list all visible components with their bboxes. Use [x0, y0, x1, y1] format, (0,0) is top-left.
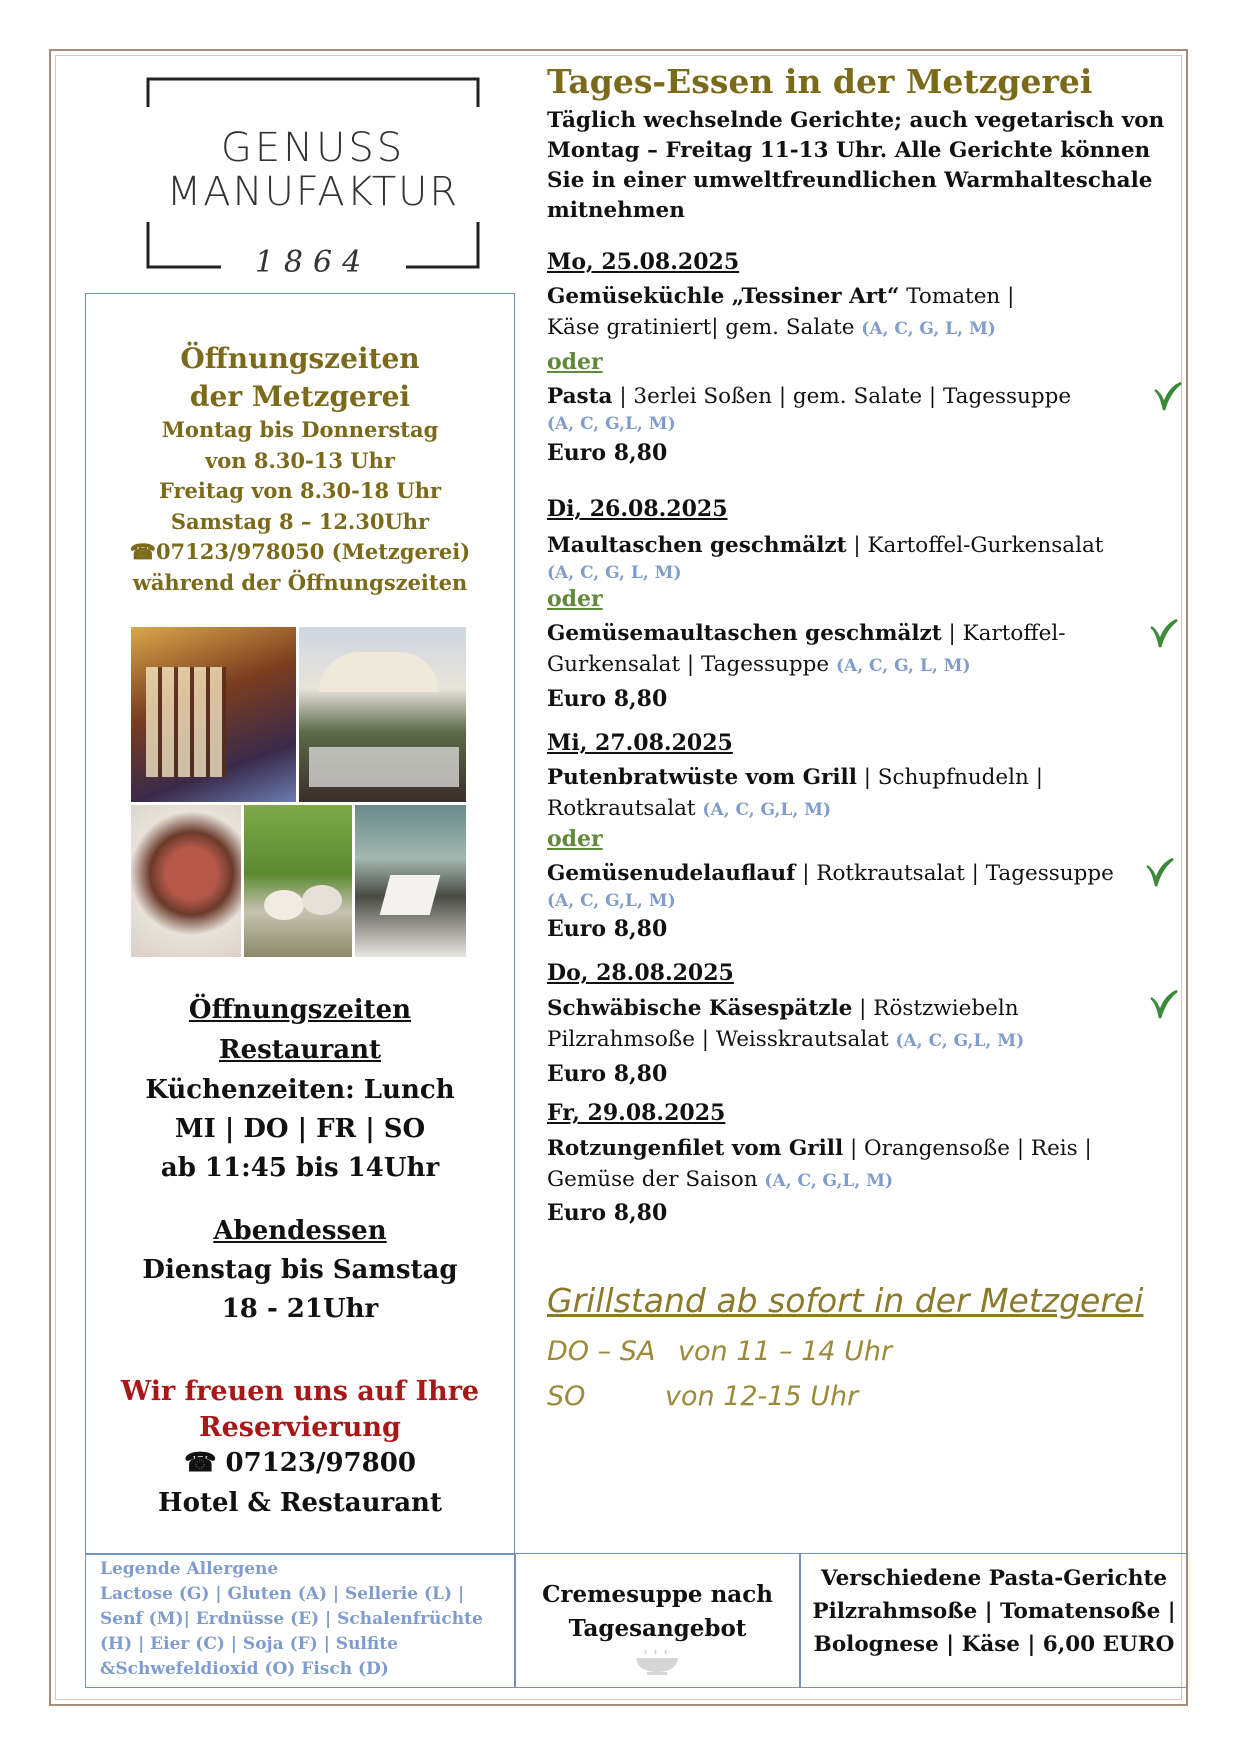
- grill-time-1: von 11 – 14 Uhr: [678, 1336, 893, 1367]
- dish-name: Rotzungenfilet vom Grill: [547, 1136, 844, 1161]
- price-do: Euro 8,80: [547, 1061, 668, 1087]
- dish-sides: | Röstzwiebeln Pilzrahmsoße | Weisskrautsalat: [547, 996, 1019, 1052]
- vegetarian-leaf-icon: [1141, 856, 1175, 890]
- hours-line: von 8.30-13 Uhr: [205, 447, 395, 473]
- allergen-legend-text: Lactose (G) | Gluten (A) | Sellerie (L) | Senf (M)| Erdnüsse (E) | Schalenfrüchte (H) | Eier (C) | Soja (F) | Sulfite &Schwefeldioxid (O) Fisch (D): [100, 1584, 483, 1679]
- dish-name: Pasta: [547, 384, 613, 409]
- butcher-hours: [85, 415, 515, 598]
- dish-di-2: [547, 618, 1067, 682]
- day-heading-do: Do, 28.08.2025: [547, 960, 734, 986]
- photo-terrace: [299, 627, 466, 802]
- allergen-codes: (A, C, G,L, M): [702, 800, 832, 820]
- allergen-codes: (A, C, G,L, M): [547, 891, 676, 911]
- dish-sides: | Schupfnudeln | Rotkrautsalat: [547, 765, 1043, 821]
- dish-sides: | Kartoffel-Gurkensalat: [846, 533, 1104, 558]
- hours-line: während der Öffnungszeiten: [132, 569, 468, 595]
- pasta-line2: Pilzrahmsoße | Tomatensoße |: [812, 1599, 1176, 1624]
- reservation-phone[interactable]: ☎ 07123/97800: [184, 1448, 416, 1478]
- dish-fr-1: [547, 1133, 1107, 1197]
- dish-name: Gemüseküchle „Tessiner Art“: [547, 284, 900, 309]
- dish-mi-2: [547, 858, 1127, 889]
- reservation-hotel: Hotel & Restaurant: [158, 1488, 442, 1518]
- hours-line: Samstag 8 – 12.30Uhr: [170, 508, 430, 534]
- dinner-title: Abendessen: [213, 1216, 387, 1246]
- vegetarian-leaf-icon: [1149, 380, 1183, 414]
- logo-line2: MANUFAKTUR: [166, 169, 460, 215]
- restaurant-title-line2: Restaurant: [218, 1035, 381, 1065]
- vegetarian-leaf-icon: [1145, 988, 1179, 1022]
- reservation-line1: Wir freuen uns auf Ihre: [120, 1376, 480, 1407]
- or-separator: oder: [547, 586, 603, 612]
- dinner-hours-line: 18 - 21Uhr: [221, 1294, 379, 1324]
- restaurant-hours-line: MI | DO | FR | SO: [174, 1114, 426, 1144]
- restaurant-hours-line: Küchenzeiten: Lunch: [145, 1075, 455, 1105]
- photo-collage: [131, 627, 466, 957]
- allergen-codes: (A, C, G, L, M): [835, 656, 971, 676]
- allergen-codes: (A, C, G,L, M): [895, 1031, 1025, 1051]
- or-separator: oder: [547, 349, 603, 375]
- grill-stand-title: Grillstand ab sofort in der Metzgerei: [547, 1281, 1144, 1320]
- soup-line2: Tagesangebot: [568, 1615, 747, 1642]
- dish-mi-1: [547, 762, 1067, 826]
- dish-sides: | Kartoffel-Gurkensalat | Tagessuppe: [547, 621, 1066, 677]
- reservation-line2: Reservierung: [199, 1412, 401, 1443]
- dish-do-1: [547, 993, 1067, 1057]
- allergen-codes: (A, C, G, L, M): [861, 319, 996, 339]
- allergen-codes: (A, C, G,L, M): [764, 1171, 894, 1191]
- grill-time-2: von 12-15 Uhr: [665, 1381, 859, 1412]
- or-separator: oder: [547, 826, 603, 852]
- butcher-hours-title-line1: Öffnungszeiten: [180, 342, 420, 375]
- dish-name: Putenbratwüste vom Grill: [547, 765, 857, 790]
- logo-line1: GENUSS: [220, 125, 406, 171]
- restaurant-hours: [85, 1071, 515, 1188]
- dish-mo-1: [547, 281, 1027, 345]
- dish-name: Gemüsemaultaschen geschmälzt: [547, 621, 942, 646]
- dish-sides: | Orangensoße | Reis | Gemüse der Saison: [547, 1136, 1092, 1192]
- day-heading-di: Di, 26.08.2025: [547, 496, 728, 522]
- restaurant-hours-title: [85, 990, 515, 1070]
- dish-name: Gemüsenudelauflauf: [547, 861, 796, 886]
- dish-di-1: [547, 530, 1107, 561]
- dish-sides: | Rotkrautsalat | Tagessuppe: [795, 861, 1114, 886]
- dish-sides: Tomaten | Käse gratiniert| gem. Salate: [547, 284, 1015, 340]
- pasta-line1: Verschiedene Pasta-Gerichte: [820, 1566, 1168, 1591]
- photo-sheep: [244, 805, 352, 957]
- soup-line1: Cremesuppe nach: [542, 1581, 773, 1608]
- price-di: Euro 8,80: [547, 686, 668, 712]
- butcher-hours-title-line2: der Metzgerei: [189, 380, 411, 413]
- day-heading-mo: Mo, 25.08.2025: [547, 249, 740, 275]
- reservation-invite: [85, 1374, 515, 1446]
- restaurant-title-line1: Öffnungszeiten: [188, 995, 412, 1025]
- photo-table-setting: [355, 805, 466, 957]
- hours-line: Freitag von 8.30-18 Uhr: [158, 478, 442, 503]
- price-mi: Euro 8,80: [547, 916, 668, 942]
- logo: [146, 77, 480, 280]
- daily-menu-intro: Täglich wechselnde Gerichte; auch vegetarisch von Montag – Freitag 11-13 Uhr. Alle Gerichte können Sie in einer umweltfreundlichen Warmhalteschale mitnehmen: [547, 108, 1165, 223]
- dish-name: Maultaschen geschmälzt: [547, 533, 847, 558]
- dish-mo-2: [547, 381, 1087, 412]
- hours-line: Montag bis Donnerstag: [161, 417, 439, 442]
- allergen-codes: (A, C, G, L, M): [547, 563, 682, 583]
- grill-days-2: SO: [547, 1381, 586, 1412]
- soup-text: [515, 1578, 800, 1646]
- price-mo: Euro 8,80: [547, 440, 668, 466]
- allergen-codes: (A, C, G,L, M): [547, 414, 676, 434]
- allergen-legend-title: Legende Allergene: [100, 1559, 279, 1579]
- allergen-legend: [100, 1557, 500, 1682]
- butcher-phone: ☎07123/978050 (Metzgerei): [129, 539, 471, 564]
- daily-menu-title: Tages-Essen in der Metzgerei: [547, 62, 1093, 101]
- dish-sides: | 3erlei Soßen | gem. Salate | Tagessuppe: [612, 384, 1072, 409]
- dinner-hours-line: Dienstag bis Samstag: [142, 1255, 458, 1285]
- photo-facade: [131, 627, 296, 802]
- vegetarian-leaf-icon: [1145, 617, 1179, 651]
- dish-name: Schwäbische Käsespätzle: [547, 996, 853, 1021]
- restaurant-hours-line: ab 11:45 bis 14Uhr: [160, 1153, 440, 1183]
- photo-dish: [131, 805, 241, 957]
- dinner-hours: [85, 1251, 515, 1329]
- price-fr: Euro 8,80: [547, 1200, 668, 1226]
- pasta-line3: Bolognese | Käse | 6,00 EURO: [813, 1632, 1175, 1657]
- soup-bowl-icon: [632, 1650, 682, 1676]
- grill-days-1: DO – SA: [547, 1336, 656, 1367]
- day-heading-mi: Mi, 27.08.2025: [547, 730, 733, 756]
- day-heading-fr: Fr, 29.08.2025: [547, 1100, 726, 1126]
- pasta-text: [800, 1562, 1188, 1661]
- butcher-hours-title: [85, 340, 515, 416]
- logo-year: 1864: [254, 245, 372, 280]
